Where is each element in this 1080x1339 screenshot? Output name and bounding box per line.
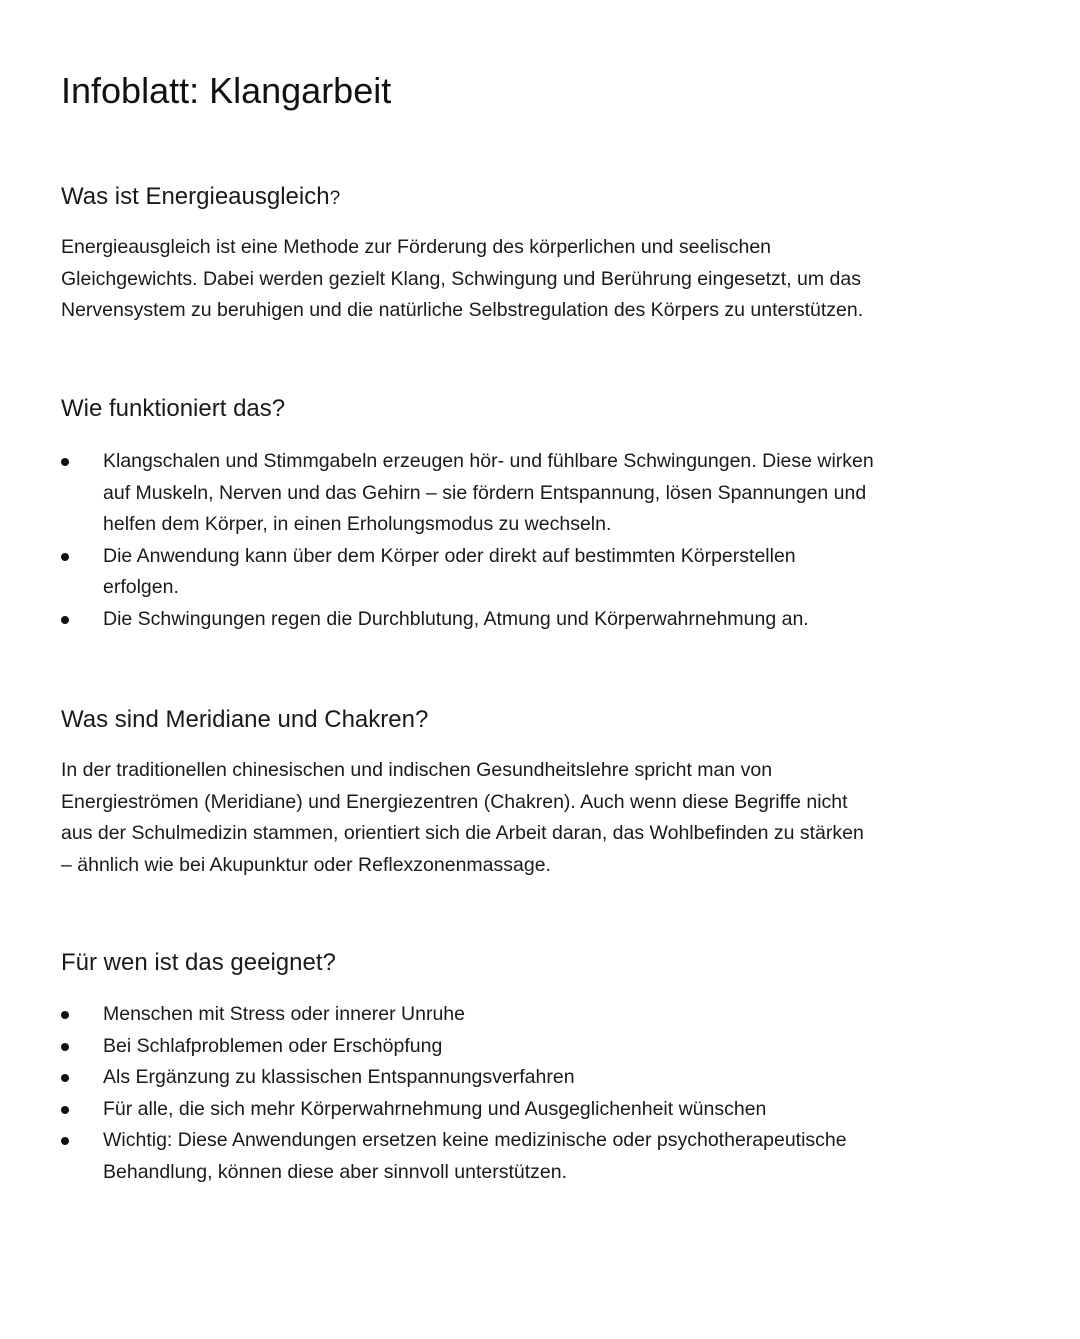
paragraph-energieausgleich — [61, 232, 991, 327]
list-item — [61, 1094, 981, 1126]
paragraph-line: Gleichgewichts. Dabei werden gezielt Klang, Schwingung und Berührung eingesetzt, um das — [61, 267, 861, 290]
section-heading-energieausgleich — [61, 181, 340, 215]
list-item-line: helfen dem Körper, in einen Erholungsmodus zu wechseln. — [103, 513, 612, 535]
bullet-icon — [61, 458, 69, 466]
list-item — [61, 541, 981, 604]
list-item-line: Menschen mit Stress oder innerer Unruhe — [103, 1003, 465, 1025]
bullet-icon — [61, 1011, 69, 1019]
paragraph-line: aus der Schulmedizin stammen, orientiert sich die Arbeit daran, das Wohlbefinden zu stärken — [61, 822, 864, 844]
list-item — [61, 604, 981, 636]
section-heading-meridiane-chakren: Was sind Meridiane und Chakren? — [61, 706, 429, 733]
list-item-line: Die Schwingungen regen die Durchblutung, Atmung und Körperwahrnehmung an. — [103, 607, 809, 630]
paragraph-line: Energieströmen (Meridiane) und Energiezentren (Chakren). Auch wenn diese Begriffe nicht — [61, 790, 848, 813]
list-item-line: Die Anwendung kann über dem Körper oder direkt auf bestimmten Körperstellen — [103, 544, 796, 567]
bullet-icon — [61, 1074, 69, 1082]
list-item-line: erfolgen. — [103, 576, 179, 598]
bullet-icon — [61, 1106, 69, 1114]
paragraph-line: In der traditionellen chinesischen und indischen Gesundheitslehre spricht man von — [61, 759, 773, 781]
list-item — [61, 1031, 981, 1063]
bullet-icon — [61, 1137, 69, 1145]
paragraph-line: Energieausgleich ist eine Methode zur Förderung des körperlichen und seelischen — [61, 236, 772, 258]
section-heading-zielgruppe: Für wen ist das geeignet? — [61, 949, 336, 976]
list-item — [61, 999, 981, 1031]
paragraph-meridiane-chakren — [61, 755, 991, 881]
list-item-line: Wichtig: Diese Anwendungen ersetzen keine medizinische oder psychotherapeutische — [103, 1129, 847, 1151]
bullet-icon — [61, 616, 69, 624]
list-item-line: Klangschalen und Stimmgabeln erzeugen hör- und fühlbare Schwingungen. Diese wirken — [103, 450, 874, 472]
list-item — [61, 1125, 981, 1188]
list-item — [61, 446, 981, 541]
paragraph-line: – ähnlich wie bei Akupunktur oder Reflexzonenmassage. — [61, 853, 551, 876]
heading-question-mark: ? — [329, 188, 341, 209]
bullet-icon — [61, 553, 69, 561]
bullet-list-funktionsweise — [61, 446, 981, 635]
list-item — [61, 1062, 981, 1094]
bullet-list-zielgruppe — [61, 999, 981, 1188]
list-item-line: Bei Schlafproblemen oder Erschöpfung — [103, 1034, 443, 1057]
section-heading-funktionsweise: Wie funktioniert das? — [61, 395, 286, 422]
bullet-icon — [61, 1043, 69, 1051]
document-title: Infoblatt: Klangarbeit — [61, 70, 392, 111]
list-item-line: Für alle, die sich mehr Körperwahrnehmung und Ausgeglichenheit wünschen — [103, 1097, 767, 1120]
list-item-line: auf Muskeln, Nerven und das Gehirn – sie fördern Entspannung, lösen Spannungen und — [103, 481, 867, 504]
heading-text: Was ist Energieausgleich — [61, 183, 330, 210]
list-item-line: Behandlung, können diese aber sinnvoll unterstützen. — [103, 1160, 567, 1183]
list-item-line: Als Ergänzung zu klassischen Entspannungsverfahren — [103, 1066, 575, 1088]
paragraph-line: Nervensystem zu beruhigen und die natürliche Selbstregulation des Körpers zu unterstützen. — [61, 299, 864, 321]
